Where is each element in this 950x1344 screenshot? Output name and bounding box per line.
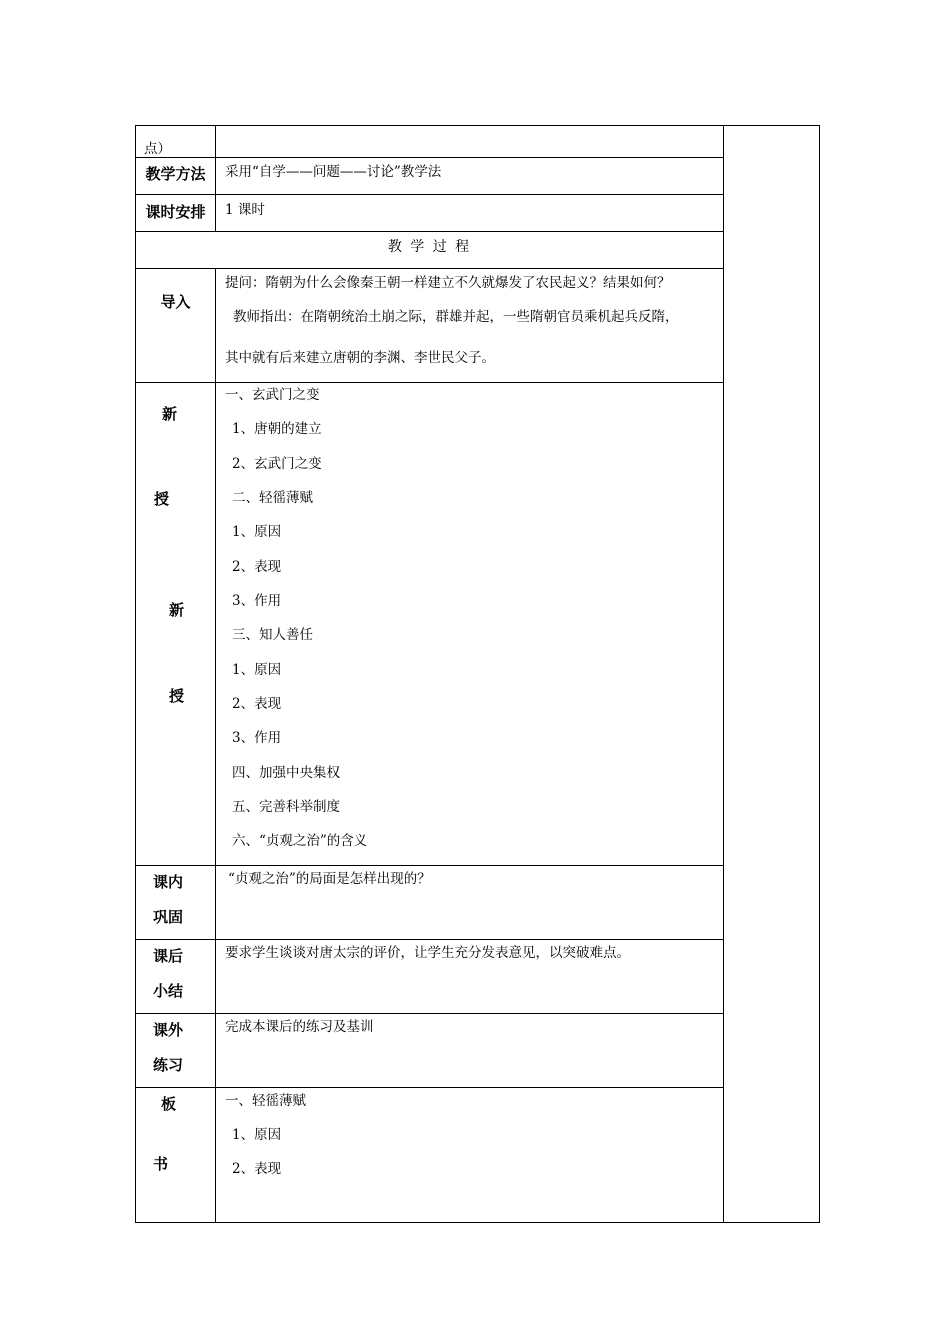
row-focus-tail: [136, 126, 820, 158]
hours-content-cell: [216, 195, 724, 232]
row-summary: [136, 940, 820, 1014]
hours-label: 课时安排: [145, 203, 206, 221]
new-lesson-label-char: 授: [154, 490, 170, 508]
board-item: 1、原因: [232, 1127, 282, 1143]
lesson-plan-table: [135, 125, 820, 1223]
outline-item: 2、表现: [232, 559, 282, 575]
outline-item: 五、完善科举制度: [232, 799, 340, 815]
hours-content: 1 课时: [225, 202, 265, 218]
new-lesson-label-char: 授: [169, 687, 185, 705]
outline-item: 1、唐朝的建立: [232, 421, 322, 437]
outline-item: 2、玄武门之变: [232, 456, 322, 472]
row-exercise: [136, 1014, 820, 1088]
outline-item: 一、玄武门之变: [225, 387, 320, 403]
intro-line: 提问：隋朝为什么会像秦王朝一样建立不久就爆发了农民起义？结果如何？: [225, 275, 671, 291]
row-consolidate: [136, 866, 820, 940]
process-header: 教 学 过 程: [387, 239, 472, 255]
exercise-label-line: 练习: [153, 1056, 184, 1074]
outline-item: 1、原因: [232, 524, 282, 540]
intro-label-cell: [136, 269, 216, 383]
focus-tail-label-cell: [136, 126, 216, 158]
intro-label: 导入: [160, 293, 191, 311]
row-new-lesson: [136, 383, 820, 866]
consolidate-label-line: 课内: [153, 873, 184, 891]
method-label-cell: [136, 158, 216, 195]
board-item: 2、表现: [232, 1161, 282, 1177]
exercise-content-cell: [216, 1014, 724, 1088]
row-process-header: [136, 232, 820, 269]
consolidate-label-cell: [136, 866, 216, 940]
row-board: [136, 1088, 820, 1223]
intro-line: 其中就有后来建立唐朝的李渊、李世民父子。: [225, 350, 495, 366]
outline-item: 四、加强中央集权: [232, 765, 340, 781]
row-teaching-method: [136, 158, 820, 195]
focus-tail-content-cell: [216, 126, 724, 158]
board-label-cell: [136, 1088, 216, 1223]
process-header-cell: [136, 232, 724, 269]
method-content-cell: [216, 158, 724, 195]
summary-content: 要求学生谈谈对唐太宗的评价，让学生充分发表意见，以突破难点。: [225, 945, 630, 961]
new-lesson-label-char: 新: [169, 601, 185, 619]
consolidate-content-cell: [216, 866, 724, 940]
exercise-label-line: 课外: [153, 1021, 184, 1039]
side-notes-column: [724, 126, 820, 1223]
outline-item: 1、原因: [232, 662, 282, 678]
board-content-cell: [216, 1088, 724, 1223]
outline-item: 2、表现: [232, 696, 282, 712]
outline-item: 3、作用: [232, 730, 282, 746]
outline-item: 六、“贞观之治”的含义: [232, 833, 368, 849]
board-item: 一、轻徭薄赋: [225, 1093, 306, 1109]
row-class-hours: [136, 195, 820, 232]
exercise-content: 完成本课后的练习及基训: [225, 1019, 374, 1035]
consolidate-label-line: 巩固: [153, 908, 184, 926]
consolidate-content: “贞观之治”的局面是怎样出现的？: [228, 871, 431, 887]
intro-line: 教师指出：在隋朝统治土崩之际，群雄并起，一些隋朝官员乘机起兵反隋，: [233, 309, 679, 325]
outline-item: 二、轻徭薄赋: [232, 490, 313, 506]
method-content: 采用“自学——问题——讨论”教学法: [225, 164, 442, 180]
intro-content-cell: [216, 269, 724, 383]
board-label-char: 板: [161, 1095, 177, 1113]
summary-label-line: 小结: [153, 982, 184, 1000]
summary-content-cell: [216, 940, 724, 1014]
summary-label-cell: [136, 940, 216, 1014]
outline-item: 三、知人善任: [232, 627, 313, 643]
summary-label-line: 课后: [153, 947, 184, 965]
row-intro: [136, 269, 820, 383]
new-lesson-label-cell: [136, 383, 216, 866]
method-label: 教学方法: [145, 165, 206, 183]
outline-item: 3、作用: [232, 593, 282, 609]
new-lesson-content-cell: [216, 383, 724, 866]
new-lesson-label-char: 新: [162, 405, 178, 423]
board-label-char: 书: [153, 1155, 169, 1173]
focus-tail-label: 点）: [144, 141, 171, 157]
exercise-label-cell: [136, 1014, 216, 1088]
hours-label-cell: [136, 195, 216, 232]
